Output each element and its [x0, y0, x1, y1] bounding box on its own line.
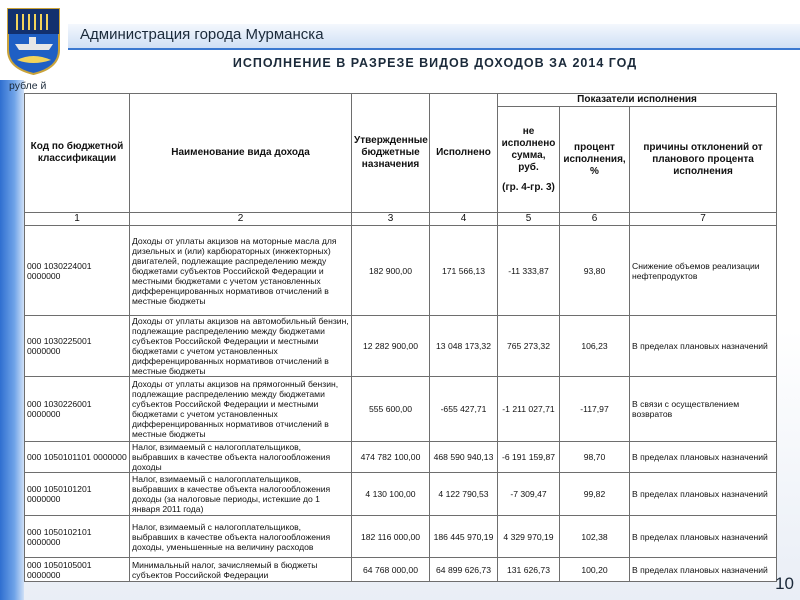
row-approved: 474 782 100,00 [352, 442, 430, 473]
table-row [25, 558, 777, 582]
col-number-2: 2 [130, 213, 352, 226]
row-name: Налог, взимаемый с налогоплательщиков, выбравших в качестве объекта налогообложения доходы, уменьшенные на величину расходов [130, 516, 352, 558]
row-approved: 555 600,00 [352, 377, 430, 442]
row-reason: В пределах плановых назначений [630, 558, 777, 582]
header-not-executed-formula: (гр. 4-гр. 3) [502, 181, 555, 193]
row-percent: 106,23 [560, 316, 630, 377]
row-not-executed: 4 329 970,19 [498, 516, 560, 558]
left-decorative-band [0, 80, 24, 600]
row-executed: 171 566,13 [430, 226, 498, 316]
row-name: Доходы от уплаты акцизов на моторные масла для дизельных и (или) карбюраторных (инжекторных) двигателей, подлежащие распределению между бюджетами субъектов Российской Федерации и местными бюджетами с учетом установленных дифференцированных нормативов отчислений в местные бюджеты [130, 226, 352, 316]
row-approved: 64 768 000,00 [352, 558, 430, 582]
murmansk-coat-of-arms-logo [5, 6, 62, 76]
row-not-executed: -1 211 027,71 [498, 377, 560, 442]
col-number-5: 5 [498, 213, 560, 226]
row-not-executed: 131 626,73 [498, 558, 560, 582]
header-executed: Исполнено [430, 94, 498, 213]
col-number-1: 1 [25, 213, 130, 226]
col-number-7: 7 [630, 213, 777, 226]
row-percent: 102,38 [560, 516, 630, 558]
row-approved: 12 282 900,00 [352, 316, 430, 377]
row-code: 000 1050105001 0000000 [25, 558, 130, 582]
row-executed: 13 048 173,32 [430, 316, 498, 377]
row-code: 000 1050102101 0000000 [25, 516, 130, 558]
row-executed: 468 590 940,13 [430, 442, 498, 473]
row-code: 000 1030225001 0000000 [25, 316, 130, 377]
row-percent: 100,20 [560, 558, 630, 582]
organization-title: Администрация города Мурманска [80, 26, 324, 43]
table-row [25, 377, 777, 442]
row-reason: В пределах плановых назначений [630, 473, 777, 516]
row-not-executed: -11 333,87 [498, 226, 560, 316]
row-approved: 182 116 000,00 [352, 516, 430, 558]
row-approved: 182 900,00 [352, 226, 430, 316]
row-name: Налог, взимаемый с налогоплательщиков, выбравших в качестве объекта налогообложения доходы (за налоговые периоды, истекшие до 1 января 2011 года) [130, 473, 352, 516]
row-not-executed: 765 273,32 [498, 316, 560, 377]
currency-unit-label: рубле й [9, 80, 47, 92]
row-percent: 98,70 [560, 442, 630, 473]
row-name: Доходы от уплаты акцизов на автомобильный бензин, подлежащие распределению между бюджетами субъектов Российской Федерации и местными бюджетами с учетом установленных дифференцированных нормативов отчислений в местные бюджеты [130, 316, 352, 377]
row-reason: Снижение объемов реализации нефтепродуктов [630, 226, 777, 316]
row-code: 000 1030224001 0000000 [25, 226, 130, 316]
header-name: Наименование вида дохода [130, 94, 352, 213]
row-approved: 4 130 100,00 [352, 473, 430, 516]
row-name: Налог, взимаемый с налогоплательщиков, выбравших в качестве объекта налогообложения доходы [130, 442, 352, 473]
col-number-4: 4 [430, 213, 498, 226]
row-reason: В связи с осуществлением возвратов [630, 377, 777, 442]
col-number-6: 6 [560, 213, 630, 226]
row-executed: 64 899 626,73 [430, 558, 498, 582]
slide-subtitle: ИСПОЛНЕНИЕ В РАЗРЕЗЕ ВИДОВ ДОХОДОВ ЗА 2014 ГОД [232, 56, 638, 70]
table-row [25, 473, 777, 516]
header-code: Код по бюджетной классификации [25, 94, 130, 213]
row-code: 000 1050101201 0000000 [25, 473, 130, 516]
header-percent: процент исполнения, % [560, 107, 630, 213]
col-number-3: 3 [352, 213, 430, 226]
row-executed: 4 122 790,53 [430, 473, 498, 516]
row-executed: -655 427,71 [430, 377, 498, 442]
header-not-executed [498, 107, 560, 213]
header-reasons: причины отклонений от планового процента исполнения [630, 107, 777, 213]
row-percent: 93,80 [560, 226, 630, 316]
header-not-executed-label: не исполнено сумма, руб. [501, 125, 556, 173]
row-reason: В пределах плановых назначений [630, 442, 777, 473]
row-code: 000 1030226001 0000000 [25, 377, 130, 442]
row-code: 000 1050101101 0000000 [25, 442, 130, 473]
row-reason: В пределах плановых назначений [630, 316, 777, 377]
row-name: Минимальный налог, зачисляемый в бюджеты субъектов Российской Федерации [130, 558, 352, 582]
row-percent: 99,82 [560, 473, 630, 516]
revenue-execution-table [24, 93, 777, 582]
row-reason: В пределах плановых назначений [630, 516, 777, 558]
table-row [25, 316, 777, 377]
row-percent: -117,97 [560, 377, 630, 442]
table-row [25, 442, 777, 473]
row-not-executed: -6 191 159,87 [498, 442, 560, 473]
table-row [25, 516, 777, 558]
row-not-executed: -7 309,47 [498, 473, 560, 516]
row-name: Доходы от уплаты акцизов на прямогонный бензин, подлежащие распределению между бюджетами субъектов Российской Федерации и местными бюджетами с учетом установленных дифференцированных нормативов отчислений в местные бюджеты [130, 377, 352, 442]
page-number: 10 [775, 574, 794, 593]
table-row [25, 226, 777, 316]
header-approved: Утвержденные бюджетные назначения [352, 94, 430, 213]
row-executed: 186 445 970,19 [430, 516, 498, 558]
header-execution-indicators: Показатели исполнения [498, 94, 777, 107]
